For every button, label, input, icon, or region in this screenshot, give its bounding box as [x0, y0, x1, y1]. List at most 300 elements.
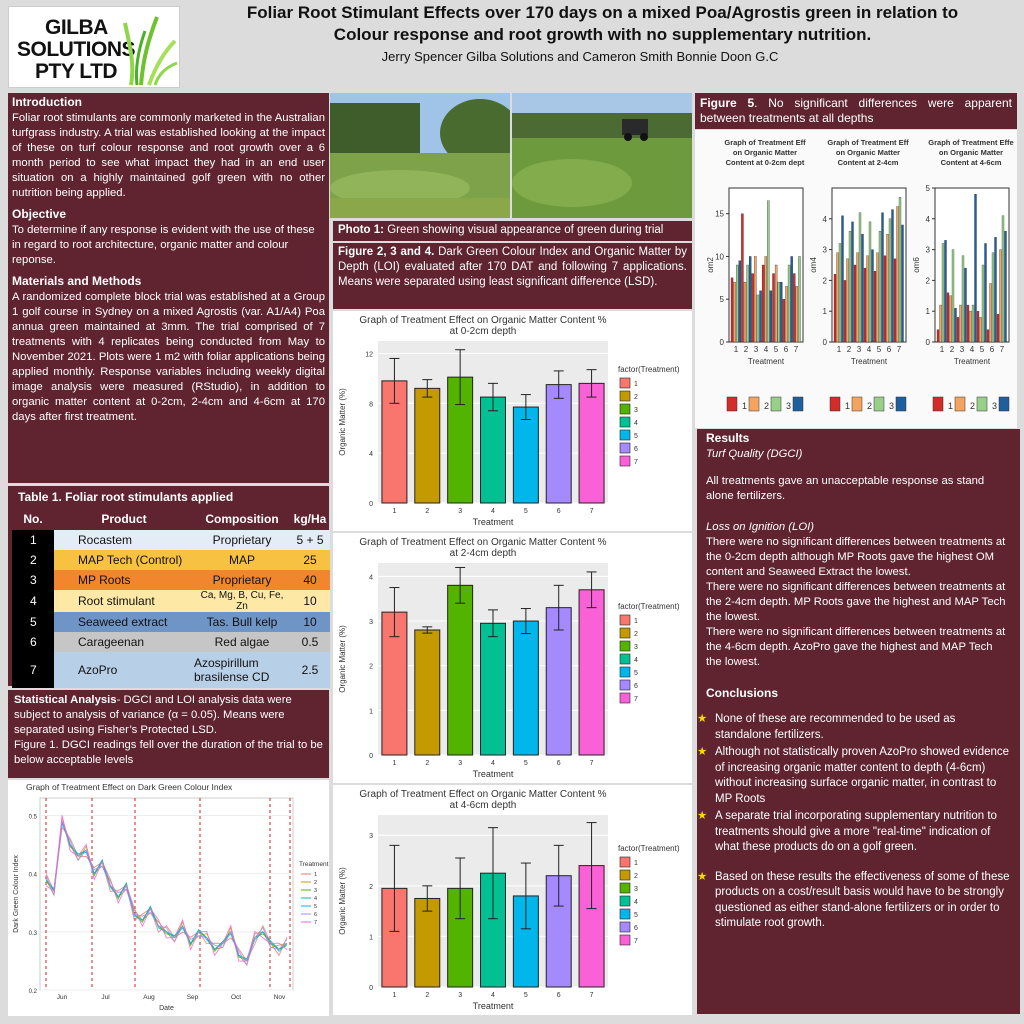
- x-axis-label: Treatment: [850, 357, 888, 366]
- conclusions-heading: Conclusions: [706, 686, 779, 700]
- logo-line-1: GILBA: [45, 16, 108, 39]
- legend-swatch: [620, 883, 630, 893]
- x-tick-label: 1: [939, 345, 945, 354]
- x-tick-label: 3: [458, 508, 463, 515]
- fig5-panel: [695, 130, 1017, 428]
- y-tick-label: 0.5: [28, 814, 37, 821]
- y-axis-label: om2: [706, 257, 715, 273]
- x-tick-label: 4: [491, 760, 495, 767]
- fig5-bar: [783, 299, 785, 342]
- row-rate: 25: [290, 550, 330, 570]
- photo-caption-text: Green showing visual appearance of green during trial: [384, 224, 664, 236]
- x-tick-label: 2: [846, 345, 852, 354]
- fig5-text: . No significant differences were apparent between treatments at all depths: [700, 96, 1012, 125]
- fig5-bar: [962, 256, 964, 342]
- legend-label: 3: [889, 401, 895, 411]
- fig5-bar: [772, 274, 774, 342]
- stats-text: - DGCI and LOI analysis data were subject to analysis of variance (α = 0.05). Means were separated using Fisher’s Protected LSD.: [14, 694, 292, 736]
- y-tick-label: 2: [369, 883, 373, 891]
- legend-swatch: [620, 404, 630, 414]
- y-tick-label: 1: [822, 307, 827, 317]
- legend-swatch: [620, 909, 630, 919]
- x-tick-label: 3: [458, 992, 463, 999]
- conclusion-item: ★ Based on these results the effectiveness of some of these products on a cost/result basis would have to be strongly questioned as either stand-alone fertilizers or in order to stimulate root growth.: [697, 870, 1010, 929]
- x-tick-label: 6: [783, 345, 789, 354]
- legend-swatch: [620, 870, 630, 880]
- fig5-bar: [754, 256, 756, 342]
- fig5-bar: [852, 222, 854, 342]
- fig5-title: Content at 0-2cm dept: [725, 158, 805, 167]
- legend-swatch: [620, 857, 630, 867]
- x-tick-label: 6: [556, 760, 561, 767]
- x-tick-label: 2: [425, 508, 430, 515]
- y-tick-label: 4: [369, 451, 373, 459]
- legend-swatch: [896, 397, 906, 411]
- fig5-bar: [778, 282, 780, 342]
- fig5-bar: [770, 291, 772, 342]
- y-tick-label: 0: [369, 985, 373, 992]
- y-tick-label: 2: [822, 276, 827, 286]
- fig5-bar: [982, 265, 984, 342]
- x-tick-label: 3: [458, 760, 463, 767]
- fig5-bar: [892, 210, 894, 342]
- objective-heading: Objective: [12, 207, 67, 221]
- legend-swatch: [749, 397, 759, 411]
- fig5-bar: [902, 225, 904, 342]
- plot-bg: [40, 798, 293, 990]
- intro-panel: [8, 93, 329, 483]
- legend-label: 6: [634, 683, 638, 690]
- fig5-bar: [867, 256, 869, 342]
- legend-swatch: [620, 628, 630, 638]
- x-tick-label: 1: [733, 345, 739, 354]
- x-axis-label: Treatment: [472, 1001, 514, 1011]
- legend-label: 3: [634, 644, 638, 651]
- intro-heading: Introduction: [12, 95, 82, 109]
- poster-title: [185, 2, 1020, 46]
- y-tick-label: 1: [925, 307, 930, 317]
- fig5-bar: [985, 243, 987, 342]
- x-axis-label: Treatment: [953, 357, 991, 366]
- fig5-title: Content at 4-6cm: [940, 158, 1002, 167]
- x-tick-label: 2: [743, 345, 749, 354]
- fig5-bar: [837, 253, 839, 342]
- y-tick-label: 15: [715, 209, 724, 219]
- x-tick-label: 4: [491, 508, 495, 515]
- row-rate: 10: [290, 612, 330, 632]
- results-panel: [697, 429, 1020, 1014]
- y-tick-label: 3: [925, 245, 930, 255]
- legend-swatch: [620, 615, 630, 625]
- fig5-bar: [785, 286, 787, 342]
- fig5-bar: [879, 231, 881, 342]
- golf-green-image-2: [512, 93, 692, 218]
- x-tick-label: 4: [763, 345, 769, 354]
- x-axis-label: Treatment: [472, 517, 514, 527]
- legend-swatch: [620, 680, 630, 690]
- fig5-bar: [970, 311, 972, 342]
- legend-label: 2: [970, 401, 976, 411]
- row-composition: Tas. Bull kelp: [194, 612, 290, 632]
- conclusion-item: ★ A separate trial incorporating supplementary nutrition to treatments should give a more "real-time" indication of what these products do on a golf green.: [697, 810, 997, 853]
- fig5-bar: [877, 253, 879, 342]
- y-tick-label: 3: [369, 833, 373, 841]
- fig5-bar: [834, 274, 836, 342]
- conclusion-item: ★ Although not statistically proven AzoPro showed evidence of increasing organic matter content to depth (4-6cm) without increasing surface organic matter, in contrast to MP Roots: [697, 746, 1010, 805]
- legend-label: 7: [634, 696, 638, 703]
- legend-label: 4: [634, 657, 638, 664]
- row-composition: Proprietary: [194, 530, 290, 550]
- y-tick-label: 5: [925, 184, 930, 193]
- y-tick-label: 3: [822, 245, 827, 255]
- row-composition: Azospirillum brasilense CD: [194, 652, 290, 688]
- x-tick-label: 5: [523, 508, 528, 515]
- fig5-bar: [788, 265, 790, 342]
- row-product: MAP Tech (Control): [54, 550, 194, 570]
- y-tick-label: 0: [369, 501, 373, 508]
- fig5-bar: [950, 296, 952, 342]
- legend-label: 6: [314, 912, 318, 918]
- legend-swatch: [620, 654, 630, 664]
- legend-label: 1: [634, 860, 638, 867]
- table-row: [12, 652, 330, 688]
- fig5-bar: [987, 330, 989, 342]
- om-chart-4-6: [333, 785, 692, 1015]
- chart-title: Graph of Treatment Effect on Organic Matter Content %: [359, 789, 607, 800]
- y-tick-label: 2: [925, 276, 930, 286]
- y-axis-label: om6: [912, 257, 921, 273]
- x-tick-label: 7: [589, 508, 594, 515]
- legend-label: 1: [634, 618, 638, 625]
- y-axis-label: Dark Green Colour Index: [13, 855, 20, 933]
- fig5-bar: [798, 256, 800, 342]
- fig5-bar: [780, 282, 782, 342]
- green-photo-2: [512, 93, 692, 218]
- fig5-bar: [734, 282, 736, 342]
- legend-label: 6: [634, 446, 638, 453]
- y-tick-label: 0: [822, 338, 827, 347]
- fig5-bar: [897, 206, 899, 342]
- table-row: [12, 612, 330, 632]
- fig5-bar: [894, 259, 896, 342]
- fig5-bar: [775, 265, 777, 342]
- row-rate: 0.5: [290, 632, 330, 652]
- grass-logo-icon: [121, 13, 179, 87]
- row-rate: 2.5: [290, 652, 330, 688]
- legend-swatch: [955, 397, 965, 411]
- results-p1: All treatments gave an unacceptable response as stand alone fertilizers.: [706, 475, 985, 502]
- legend-label: 1: [845, 401, 851, 411]
- y-tick-label: 4: [925, 214, 930, 224]
- table-panel: [8, 486, 329, 686]
- legend-swatch: [793, 397, 803, 411]
- table-row: [12, 530, 330, 550]
- bar: [481, 397, 506, 503]
- fig5-bar: [872, 250, 874, 342]
- authors: Jerry Spencer Gilba Solutions and Cameron Smith Bonnie Doon G.C: [381, 49, 779, 64]
- x-tick-label: 5: [876, 345, 882, 354]
- y-tick-label: 0: [719, 338, 724, 347]
- y-tick-label: 12: [365, 351, 373, 359]
- legend-swatch: [620, 378, 630, 388]
- legend-label: 1: [742, 401, 748, 411]
- chart-title: at 4-6cm depth: [449, 800, 517, 811]
- fig5-bar: [791, 256, 793, 342]
- fig5-bar: [882, 213, 884, 342]
- fig5-bar: [762, 265, 764, 342]
- fig5-bar: [972, 305, 974, 342]
- legend-label: 7: [634, 459, 638, 466]
- y-axis-label: om4: [809, 257, 818, 273]
- bar: [579, 383, 604, 503]
- legend-title: Treatment: [299, 861, 329, 868]
- fig5-bar: [864, 268, 866, 342]
- x-tick-label: Jun: [56, 994, 68, 1001]
- row-product: Rocastem: [54, 530, 194, 550]
- x-tick-label: 4: [866, 345, 872, 354]
- y-tick-label: 3: [369, 619, 373, 627]
- x-tick-label: 2: [425, 992, 430, 999]
- fig5-bar: [977, 311, 979, 342]
- fig5-bar: [862, 234, 864, 342]
- legend-label: 2: [764, 401, 770, 411]
- legend-label: 5: [634, 433, 638, 440]
- fig5-bar: [889, 219, 891, 342]
- x-tick-label: 7: [999, 345, 1005, 354]
- y-tick-label: 10: [715, 252, 724, 262]
- fig5-bar: [736, 265, 738, 342]
- fig5-bar: [992, 253, 994, 342]
- x-tick-label: 5: [523, 760, 528, 767]
- fig5-title: Graph of Treatment Eff: [827, 138, 909, 147]
- x-axis-label: Treatment: [747, 357, 785, 366]
- legend-label: 4: [314, 896, 318, 902]
- fig5-bar: [952, 250, 954, 342]
- fig5-bar: [1000, 250, 1002, 342]
- fig5-label: Figure 5: [700, 96, 755, 110]
- legend-label: 7: [314, 920, 318, 926]
- row-composition: MAP: [194, 550, 290, 570]
- x-tick-label: 7: [896, 345, 902, 354]
- col-header-no: No.: [23, 512, 43, 526]
- legend-label: 1: [634, 381, 638, 388]
- intro-text: Foliar root stimulants are commonly marketed in the Australian turfgrass industry. A trial was established looking at the impact of these on turf colour response and root growth over a 6 month period to see what impact they had in an end user situation on a highly maintained golf green with no other nutrition being applied.: [12, 112, 325, 199]
- photo-caption: [333, 221, 692, 241]
- y-tick-label: 0: [369, 753, 373, 760]
- conclusions-list: [697, 712, 1011, 932]
- y-tick-label: 8: [369, 401, 373, 409]
- fig5-bar: [842, 216, 844, 342]
- fig5-bar: [887, 234, 889, 342]
- photo-caption-label: Photo 1:: [338, 224, 384, 236]
- row-rate: 40: [290, 570, 330, 590]
- x-tick-label: 2: [949, 345, 955, 354]
- legend-swatch: [999, 397, 1009, 411]
- legend-swatch: [620, 430, 630, 440]
- legend-swatch: [727, 397, 737, 411]
- y-tick-label: 0.3: [28, 930, 37, 937]
- fig234-label: Figure 2, 3 and 4.: [338, 246, 435, 258]
- fig5-bar: [839, 243, 841, 342]
- x-tick-label: 1: [392, 992, 397, 999]
- fig5-bar: [899, 197, 901, 342]
- x-tick-label: 1: [392, 508, 397, 515]
- row-product: Seaweed extract: [54, 612, 194, 632]
- bar: [448, 585, 473, 755]
- legend-title: factor(Treatment): [618, 844, 680, 853]
- fig5-bar: [847, 259, 849, 342]
- legend-swatch: [620, 391, 630, 401]
- fig5-bar: [980, 317, 982, 342]
- fig5-title: on Organic Matter: [835, 148, 901, 157]
- title-line-1: Foliar Root Stimulant Effects over 170 days on a mixed Poa/Agrostis green in relation to: [246, 3, 959, 22]
- row-no: 7: [12, 652, 54, 688]
- row-no: 5: [12, 612, 54, 632]
- fig5-bar: [937, 330, 939, 342]
- bar: [415, 898, 440, 987]
- logo-line-2: SOLUTIONS: [17, 38, 136, 61]
- x-tick-label: 2: [425, 760, 430, 767]
- row-rate: 10: [290, 590, 330, 612]
- legend-label: 1: [948, 401, 954, 411]
- legend-swatch: [620, 641, 630, 651]
- fig5-bar: [857, 253, 859, 342]
- golf-green-image: [330, 93, 510, 218]
- legend-label: 6: [634, 925, 638, 932]
- x-tick-label: 6: [886, 345, 892, 354]
- results-sub-loi: Loss on Ignition (LOI): [706, 521, 815, 533]
- fig5-bar: [752, 274, 754, 342]
- fig5-bar: [793, 274, 795, 342]
- x-tick-label: 6: [556, 992, 561, 999]
- conclusion-item: ★ None of these are recommended to be used as standalone fertilizers.: [697, 713, 956, 741]
- x-tick-label: 4: [969, 345, 975, 354]
- fig5-bar: [760, 291, 762, 342]
- fig5-bar: [869, 222, 871, 342]
- star-icon: ★: [697, 870, 708, 883]
- legend-swatch: [620, 417, 630, 427]
- results-p4: There were no significant differences between treatments at the 4-6cm depth. AzoPro gave the highest and MAP Tech the lowest.: [706, 626, 1006, 668]
- fig5-bar: [739, 261, 741, 342]
- x-tick-label: 5: [979, 345, 985, 354]
- row-composition: Red algae: [194, 632, 290, 652]
- row-composition: Proprietary: [194, 570, 290, 590]
- legend-swatch: [874, 397, 884, 411]
- fig5-bar: [747, 265, 749, 342]
- fig234-text: Dark Green Colour Index and Organic Matter by Depth (LOI) evaluated after 170 DAT and following 7 applications. Means were separated using least significant difference (LSD).: [338, 246, 687, 288]
- row-rate: 5 + 5: [290, 530, 330, 550]
- x-axis-label: Treatment: [472, 769, 514, 779]
- fig5-bar: [874, 271, 876, 342]
- legend-label: 5: [634, 670, 638, 677]
- fig5-bar: [955, 308, 957, 342]
- chart-title: Graph of Treatment Effect on Organic Matter Content %: [359, 537, 607, 548]
- y-tick-label: 0.2: [28, 989, 37, 995]
- fig5-bar: [997, 314, 999, 342]
- legend-swatch: [620, 456, 630, 466]
- fig5-bar: [990, 283, 992, 342]
- chart-title: at 2-4cm depth: [449, 548, 517, 559]
- y-tick-label: 4: [822, 214, 827, 224]
- bar: [546, 385, 571, 503]
- fig5-bar: [765, 256, 767, 342]
- col-header-composition: Composition: [205, 512, 279, 526]
- legend-label: 5: [634, 912, 638, 919]
- x-axis-label: Date: [159, 1005, 174, 1012]
- legend-swatch: [620, 667, 630, 677]
- legend-label: 1: [314, 872, 318, 878]
- x-tick-label: 3: [856, 345, 862, 354]
- legend-title: factor(Treatment): [618, 602, 680, 611]
- chart-title: at 0-2cm depth: [449, 326, 517, 337]
- row-product: Carageenan: [54, 632, 194, 652]
- fig5-bar: [859, 213, 861, 342]
- bar: [513, 621, 538, 755]
- fig234-caption: [333, 243, 692, 309]
- y-tick-label: 0.4: [28, 872, 37, 879]
- bar: [579, 590, 604, 755]
- legend-label: 2: [867, 401, 873, 411]
- legend-label: 2: [634, 873, 638, 880]
- objective-text: To determine if any response is evident with the use of these in regard to root architecture, organic matter and colour reponse.: [12, 224, 315, 266]
- x-tick-label: 4: [491, 992, 495, 999]
- y-tick-label: 1: [369, 934, 373, 942]
- bar: [415, 630, 440, 755]
- fig5-bar: [757, 295, 759, 342]
- fig5-title: Graph of Treatment Effe: [928, 138, 1014, 147]
- fig5-bar: [1002, 216, 1004, 342]
- x-tick-label: 7: [589, 760, 594, 767]
- fig5-bar: [975, 194, 977, 342]
- x-tick-label: 7: [589, 992, 594, 999]
- y-tick-label: 5: [719, 295, 724, 305]
- x-tick-label: 1: [392, 760, 397, 767]
- row-product: Root stimulant: [54, 590, 194, 612]
- fig5-bar: [749, 256, 751, 342]
- x-tick-label: 5: [523, 992, 528, 999]
- table-row: [12, 632, 330, 652]
- legend-swatch: [933, 397, 943, 411]
- fig5-title: on Organic Matter: [732, 148, 798, 157]
- table-row: [12, 570, 330, 590]
- x-tick-label: 6: [989, 345, 995, 354]
- fig5-title: on Organic Matter: [938, 148, 1004, 157]
- x-tick-label: Aug: [143, 994, 155, 1001]
- table-row: [12, 590, 330, 612]
- results-p2: There were no significant differences between treatments at the 0-2cm depth although MP Roots gave the highest OM content and Seaweed Extract the lowest.: [706, 536, 1006, 578]
- star-icon: ★: [697, 713, 708, 725]
- col-header-kgha: kg/Ha: [293, 512, 327, 526]
- green-photo-1: [330, 93, 510, 218]
- fig1-caption: Figure 1. DGCI readings fell over the duration of the trial to be below acceptable levels: [14, 739, 323, 766]
- fig5-bar: [1005, 231, 1007, 342]
- logo-line-3: PTY LTD: [35, 60, 118, 83]
- fig5-bar: [884, 256, 886, 342]
- x-tick-label: Oct: [230, 994, 242, 1001]
- chart-title: Graph of Treatment Effect on Organic Matter Content %: [359, 315, 607, 326]
- x-tick-label: Nov: [273, 994, 286, 1001]
- y-axis-label: Organic Matter (%): [338, 625, 347, 693]
- stats-heading: Statistical Analysis: [14, 694, 117, 706]
- row-no: 2: [12, 550, 54, 570]
- results-p3: There were no significant differences between treatments at the 2-4cm depth. MP Roots gave the highest and MAP Tech the lowest.: [706, 581, 1006, 623]
- legend-swatch: [620, 935, 630, 945]
- legend-swatch: [620, 922, 630, 932]
- table-row: [12, 550, 330, 570]
- fig5-bar: [844, 280, 846, 342]
- x-tick-label: 3: [959, 345, 965, 354]
- x-tick-label: 1: [836, 345, 842, 354]
